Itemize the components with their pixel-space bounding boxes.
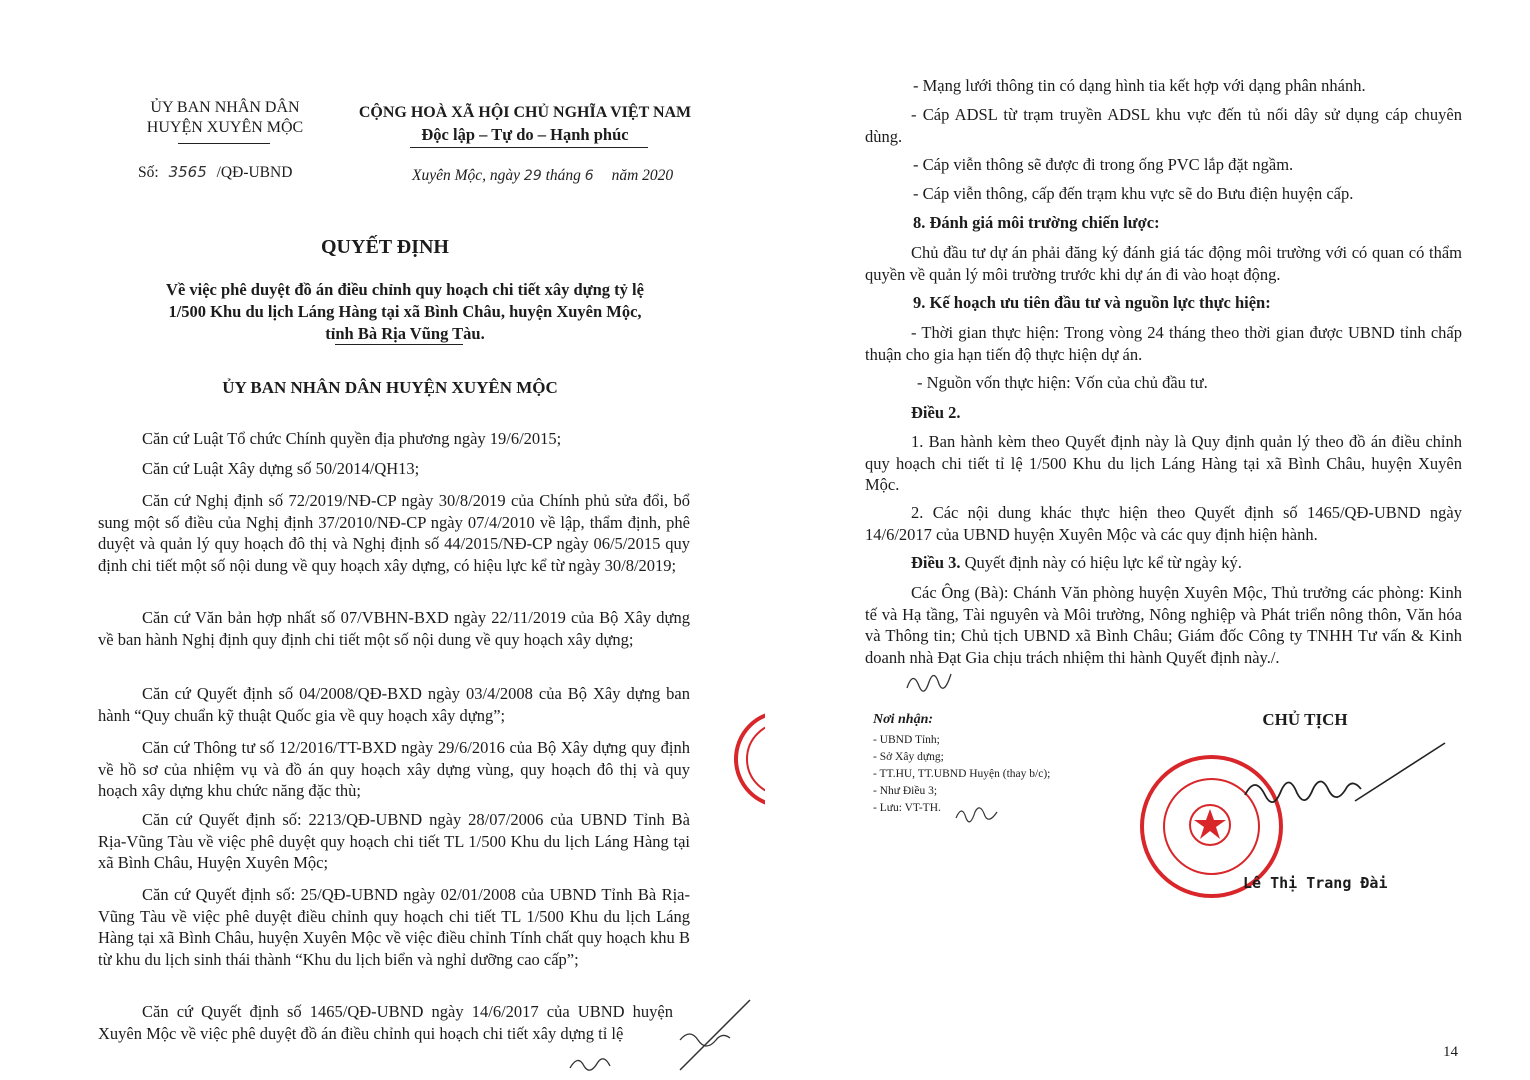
date-prefix: Xuyên Mộc, ngày [412,167,521,184]
number-handwritten: 3565 [168,163,207,181]
subject-underline [335,344,463,345]
basis-paragraph: Căn cứ Luật Tổ chức Chính quyền địa phương ngày 19/6/2015; [142,429,562,448]
subject-line-2: 1/500 Khu du lịch Láng Hàng tại xã Bình Châu, huyện Xuyên Mộc, [168,302,642,321]
date-year: năm 2020 [611,167,674,184]
basis-paragraph: Căn cứ Quyết định số 04/2008/QĐ-BXD ngày 03/4/2008 của Bộ Xây dựng ban hành “Quy chuẩn kỹ thuật Quốc gia về quy hoạch xây dựng”; [98,684,690,725]
subject-line-3: tỉnh Bà Rịa Vũng Tàu. [325,324,485,343]
date-day: 29 [523,168,542,184]
seal-emblem-star-icon [1185,800,1235,850]
subject-line-1: Về việc phê duyệt đồ án điều chỉnh quy hoạch chi tiết xây dựng tỷ lệ [166,280,644,299]
motto: Độc lập – Tự do – Hạnh phúc [421,125,629,144]
recipient-item: - Sở Xây dựng; [873,751,944,763]
right-page [765,0,1530,1080]
number-suffix: /QĐ-UBND [216,164,293,181]
basis-paragraph: Căn cứ Quyết định số: 25/QĐ-UBND ngày 02/01/2008 của UBND Tỉnh Bà Rịa-Vũng Tàu về việc phê duyệt điều chỉnh quy hoạch chi tiết TL 1/500 Khu du lịch Láng Hàng tại xã Bình Châu, huyện Xuyên Mộc về việc điều chỉnh Tính chất quy hoạch khu B từ khu du lịch sinh thái thành “Khu du lịch biển và nghỉ dưỡng cao cấp”; [98,885,690,969]
section-8-title: 8. Đánh giá môi trường chiến lược: [913,213,1160,232]
initial-flourish [560,990,760,1080]
bullet-item: - Cáp ADSL từ trạm truyền ADSL khu vực đến tủ nối dây sử dụng cáp chuyên dùng. [865,105,1462,146]
recipients-title: Nơi nhận: [873,712,934,727]
recipient-item: - Lưu: VT-TH. [873,802,941,814]
signer-title: CHỦ TỊCH [1262,710,1348,729]
basis-paragraph: Căn cứ Luật Xây dựng số 50/2014/QH13; [142,459,420,478]
date-month: 6 [584,168,594,184]
recipient-item: - UBND Tỉnh; [873,734,940,746]
article-2-item: 2. Các nội dung khác thực hiện theo Quyết định số 1465/QĐ-UBND ngày 14/6/2017 của UBND huyện Xuyên Mộc và các quy định hiện hành. [865,503,1462,544]
republic-header: CỘNG HOÀ XÃ HỘI CHỦ NGHĨA VIỆT NAM [358,104,692,121]
agency-line-1: ỦY BAN NHÂN DÂN [150,99,300,116]
date-month-label: tháng [545,167,581,184]
article-2-item: 1. Ban hành kèm theo Quyết định này là Quy định quản lý theo đồ án điều chỉnh quy hoạch chi tiết tỉ lệ 1/500 Khu du lịch Láng Hàng tại xã Bình Châu, huyện Xuyên Mộc. [865,432,1462,494]
agency-underline [178,143,270,144]
recipient-item: - TT.HU, TT.UBND Huyện (thay b/c); [873,768,1051,780]
decision-subject [95,279,715,345]
archive-scribble [953,798,1003,828]
recipients-list [873,732,1133,817]
motto-underline [410,147,648,148]
article-3-text: Quyết định này có hiệu lực kể từ ngày ký. [964,553,1242,572]
signer-name: Lê Thị Trang Đài [1243,874,1388,892]
page-number: 14 [1443,1044,1458,1060]
basis-paragraph: Căn cứ Nghị định số 72/2019/NĐ-CP ngày 30/8/2019 của Chính phủ sửa đổi, bổ sung một số điều của Nghị định 37/2010/NĐ-CP ngày 07/4/2010 về lập, thẩm định, phê duyệt và quản lý quy hoạch đô thị và Nghị định số 44/2015/NĐ-CP ngày 06/5/2015 quy định chi tiết một số nội dung về quy hoạch xây dựng, có hiệu lực kể từ ngày 30/8/2019; [98,491,690,575]
closing-paragraph: Các Ông (Bà): Chánh Văn phòng huyện Xuyên Mộc, Thủ trưởng các phòng: Kinh tế và Hạ tầng, Tài nguyên và Môi trường, Nông nghiệp và Phát triển nông thôn, Văn hóa và Thông tin; Chủ tịch UBND xã Bình Châu; Giám đốc Công ty TNHH Tư vấn & Kinh doanh nhà Đạt Gia chịu trách nhiệm thi hành Quyết định này./. [865,583,1462,667]
decision-number [138,163,292,182]
agency-line-2: HUYỆN XUYÊN MỘC [146,119,304,136]
basis-paragraph: Căn cứ Quyết định số: 2213/QĐ-UBND ngày 28/07/2006 của UBND Tỉnh Bà Rịa-Vũng Tàu về việc phê duyệt quy hoạch chi tiết TL 1/500 Khu du lịch Láng Hàng tại xã Bình Châu, Huyện Xuyên Mộc; [98,810,690,872]
recipient-item: - Như Điều 3; [873,785,938,797]
basis-paragraph: Căn cứ Quyết định số 1465/QĐ-UBND ngày 14/6/2017 của UBND huyện Xuyên Mộc về việc phê duyệt đồ án điều chỉnh qui hoạch chi tiết xây dựng tỉ lệ [98,1002,673,1043]
bullet-item: - Cáp viễn thông, cấp đến trạm khu vực sẽ do Bưu điện huyện cấp. [913,184,1354,203]
number-label: Số: [138,164,159,181]
decision-title: QUYẾT ĐỊNH [321,236,449,258]
article-2-title: Điều 2. [911,403,961,422]
section-9-item: - Nguồn vốn thực hiện: Vốn của chủ đầu tư. [917,373,1208,392]
section-8-text: Chủ đầu tư dự án phải đăng ký đánh giá tác động môi trường với có quan có thẩm quyền về quản lý môi trường trước khi dự án đi vào hoạt động. [865,243,1462,284]
basis-paragraph: Căn cứ Thông tư số 12/2016/TT-BXD ngày 29/6/2016 của Bộ Xây dựng quy định về hồ sơ của nhiệm vụ và đồ án quy hoạch xây dựng vùng, quy hoạch đô thị và quy hoạch xây dựng khu chức năng đặc thù; [98,738,690,800]
signature [1235,735,1455,845]
article-3-title: Điều 3. [911,553,961,572]
section-9-item: - Thời gian thực hiện: Trong vòng 24 tháng theo thời gian được UBND tỉnh chấp thuận cho gia hạn tiến độ thực hiện dự án. [865,323,1462,364]
issue-date [412,167,673,185]
agency-header [115,98,335,138]
section-9-title: 9. Kế hoạch ưu tiên đầu tư và nguồn lực thực hiện: [913,293,1271,312]
basis-paragraph: Căn cứ Văn bản hợp nhất số 07/VBHN-BXD ngày 22/11/2019 của Bộ Xây dựng về ban hành Nghị định quy định chi tiết một số nội dung về quy hoạch xây dựng; [98,608,690,649]
issuer-heading: ỦY BAN NHÂN DÂN HUYỆN XUYÊN MỘC [222,378,558,397]
bullet-item: - Mạng lưới thông tin có dạng hình tia kết hợp với dạng phân nhánh. [913,76,1366,95]
article-3 [911,552,1466,574]
initial-scribble [903,660,973,700]
bullet-item: - Cáp viễn thông sẽ được đi trong ống PVC lắp đặt ngầm. [913,155,1294,174]
